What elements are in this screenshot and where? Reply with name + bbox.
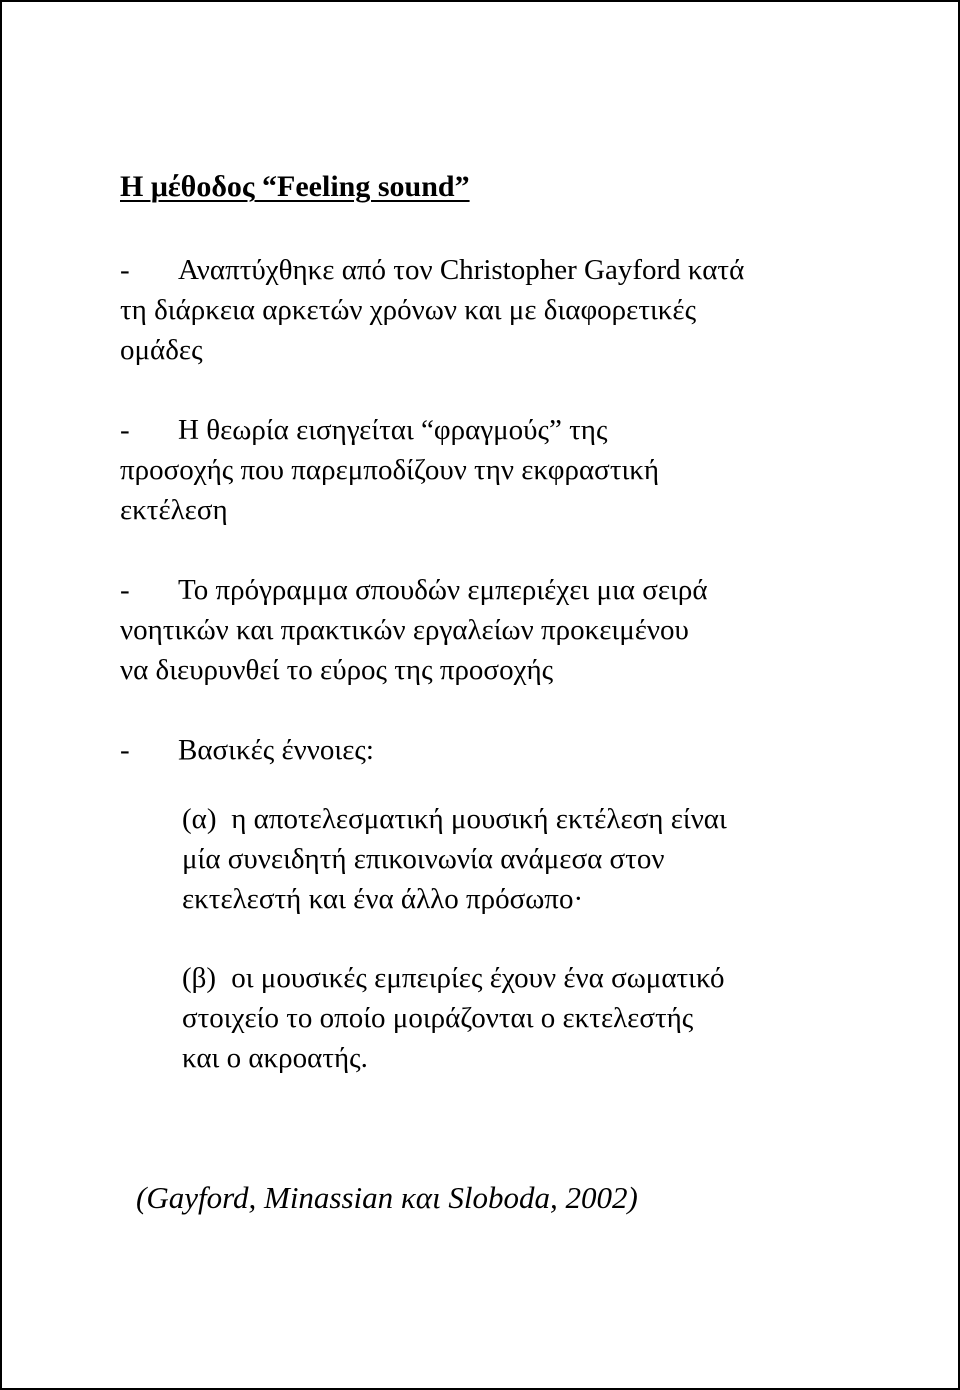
text-line: - Αναπτύχθηκε από τον Christopher Gayford κατά xyxy=(120,250,840,290)
bullet-dash: - xyxy=(120,574,130,606)
text-line: μία συνειδητή επικοινωνία ανάμεσα στον xyxy=(182,843,665,875)
text-line: προσοχής που παρεμποδίζουν την εκφραστική xyxy=(120,454,660,486)
text-line: στοιχείο το οποίο μοιράζονται ο εκτελεστής xyxy=(182,1002,694,1034)
bullet-item xyxy=(120,410,840,530)
text-line: και ο ακροατής. xyxy=(182,1042,368,1074)
concept-list xyxy=(120,799,840,1078)
text-line: εκτέλεση xyxy=(120,494,228,526)
bullet-dash: - xyxy=(120,254,130,286)
page-title: Η μέθοδος “Feeling sound” xyxy=(120,170,470,203)
text-line: - Το πρόγραμμα σπουδών εμπεριέχει μια σειρά xyxy=(120,570,840,610)
text-line: τη διάρκεια αρκετών χρόνων και με διαφορετικές xyxy=(120,294,697,326)
bullet-list xyxy=(120,250,840,1118)
concept-item xyxy=(182,799,840,919)
citation: (Gayford, Minassian και Sloboda, 2002) xyxy=(136,1180,638,1215)
text-line: (β) οι μουσικές εμπειρίες έχουν ένα σωματικό xyxy=(182,958,840,998)
text-line: να διευρυνθεί το εύρος της προσοχής xyxy=(120,654,554,686)
concept-item xyxy=(182,958,840,1078)
bullet-item xyxy=(120,250,840,370)
concept-label: (β) xyxy=(182,962,217,994)
bullet-item xyxy=(120,730,840,1078)
text-line: εκτελεστή και ένα άλλο πρόσωπο· xyxy=(182,883,584,915)
bullet-item xyxy=(120,570,840,690)
concept-label: (α) xyxy=(182,803,217,835)
text-line: (α) η αποτελεσματική μουσική εκτέλεση είναι xyxy=(182,799,840,839)
text-line: ομάδες xyxy=(120,334,203,366)
text-line: νοητικών και πρακτικών εργαλείων προκειμένου xyxy=(120,614,689,646)
bullet-dash: - xyxy=(120,414,130,446)
text-line: - Η θεωρία εισηγείται “φραγμούς” της xyxy=(120,410,840,450)
text-line: - Βασικές έννοιες: xyxy=(120,730,840,770)
bullet-dash: - xyxy=(120,734,130,766)
